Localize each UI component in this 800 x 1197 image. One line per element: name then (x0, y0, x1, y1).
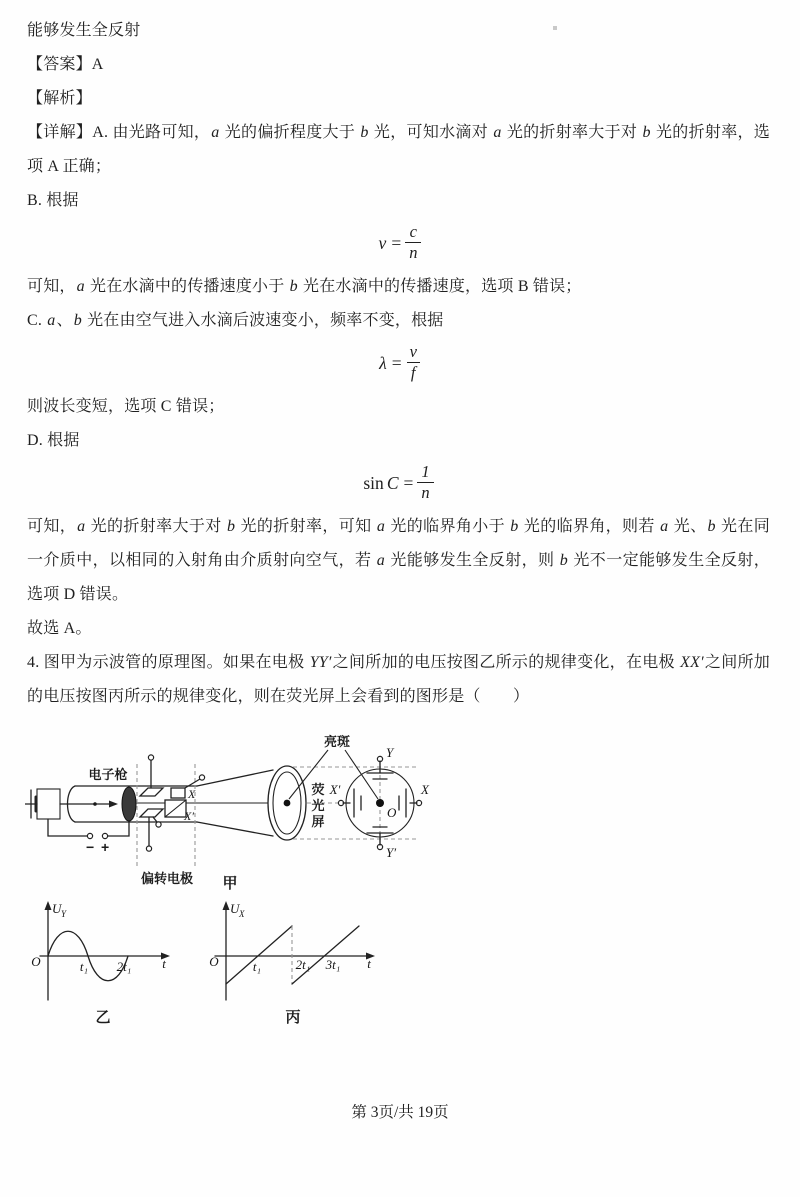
formula-lambda-equals-v-over-f (27, 339, 770, 387)
bing-xaxis-label: t (367, 956, 371, 971)
denominator: n (421, 483, 430, 502)
screen-char-3: 屏 (311, 814, 325, 829)
x-plate-label: X (188, 787, 196, 801)
answer-line: 【答案】A (27, 56, 104, 73)
option-b-conclusion: 可知，a 光在水滴中的传播速度小于 b 光在水滴中的传播速度，选项 B 错误； (27, 278, 582, 295)
bright-spot-label: 亮斑 (323, 734, 351, 749)
denominator: f (410, 363, 416, 382)
page-footer (0, 1100, 800, 1122)
fraction (406, 343, 421, 383)
bing-origin-label: O (209, 954, 219, 969)
y-prime-terminal-label: Y′ (386, 845, 397, 860)
plus-terminal-label: + (101, 839, 110, 855)
waveform-graphs-svg (25, 898, 405, 1033)
deflection-region (137, 755, 205, 866)
option-d-lead: D. 根据 (27, 432, 80, 449)
formula-lhs: v (378, 232, 387, 253)
electron-gun-label: 电子枪 (88, 767, 128, 782)
yi-yaxis-label: U (52, 901, 62, 916)
detail-option-a: 【详解】A. 由光路可知，a 光的偏折程度大于 b 光，可知水滴对 a 光的折射率大于对 b 光的折射率，选项 A 正确； (27, 124, 770, 175)
bing-yaxis-subscript: X (239, 909, 245, 919)
yi-yaxis-subscript: Y (61, 909, 67, 919)
graph-bing (209, 901, 375, 1026)
fraction (405, 223, 421, 263)
graph-bing-caption: 丙 (285, 1009, 301, 1026)
numerator: c (409, 222, 417, 242)
numerator: 1 (421, 462, 430, 482)
yi-xaxis-label: t (162, 956, 166, 971)
figure-jia-crt-diagram (25, 726, 770, 892)
minus-terminal-label: − (86, 839, 95, 855)
option-c-conclusion: 则波长变短，选项 C 错误； (27, 398, 225, 415)
equals-sign: = (391, 352, 402, 373)
bing-tick-t1: t₁ (252, 959, 262, 974)
formula-lhs: λ (379, 352, 387, 373)
equals-sign: = (391, 232, 402, 253)
numerator: v (409, 342, 417, 362)
y-terminal-label: Y (386, 745, 394, 760)
formula-lhs-roman: sin (363, 472, 384, 493)
formula-sinc-equals-1-over-n (27, 459, 770, 507)
graph-yi (31, 901, 170, 1026)
deflection-electrodes-label: 偏转电极 (141, 871, 194, 886)
bing-yaxis-label: U (230, 901, 240, 916)
option-b-lead: B. 根据 (27, 192, 79, 209)
option-d-conclusion: 可知，a 光的折射率大于对 b 光的折射率，可知 a 光的临界角小于 b 光的临界角，则若 a 光、b 光在同一介质中，以相同的入射角由介质射向空气，若 a 光能够发生全反射，则 b 光不一定能够发生全反射，选项 D 错误。 (27, 518, 770, 603)
figure-jia-caption: 甲 (222, 875, 238, 892)
denominator: n (409, 243, 418, 262)
screen-char-2: 光 (311, 798, 325, 813)
x-prime-plate-label: X′ (184, 809, 194, 823)
equals-sign: = (403, 472, 414, 493)
graph-yi-caption: 乙 (95, 1009, 111, 1026)
fraction (417, 463, 433, 503)
stem-continuation-line: 能够发生全反射 (27, 22, 141, 39)
x-prime-terminal-label: X′ (329, 782, 341, 797)
figure-graphs (25, 898, 770, 1033)
bing-tick-2t1: 2t₁ (295, 957, 311, 972)
yi-origin-label: O (31, 954, 41, 969)
question-4-stem: 4. 图甲为示波管的原理图。如果在电极 YY′之间所加的电压按图乙所示的规律变化，在电极 XX′之间所加的电压按图丙所示的规律变化，则在荧光屏上会看到的图形是（ ） (27, 654, 770, 705)
formula-lhs: C (386, 472, 399, 493)
screen-center-o-label: O (387, 805, 397, 820)
x-terminal-label: X (421, 782, 429, 797)
option-c-lead: C. a、b 光在由空气进入水滴后波速变小，频率不变，根据 (27, 312, 444, 329)
yi-tick-t1: t₁ (79, 959, 89, 974)
screen-vertical-label (311, 782, 324, 829)
screen-front-view (329, 745, 430, 860)
final-answer-line: 故选 A。 (27, 620, 92, 637)
screen-char-1: 荧 (311, 782, 325, 797)
scan-artifact (553, 26, 557, 30)
page-number: 第 3页/共 19页 (351, 1104, 449, 1121)
formula-v-equals-c-over-n (27, 219, 770, 267)
crt-diagram-svg (25, 726, 745, 892)
bing-tick-3t1: 3t₁ (325, 957, 341, 972)
yi-tick-2t1: 2t₁ (116, 959, 132, 974)
analysis-label: 【解析】 (27, 90, 92, 107)
